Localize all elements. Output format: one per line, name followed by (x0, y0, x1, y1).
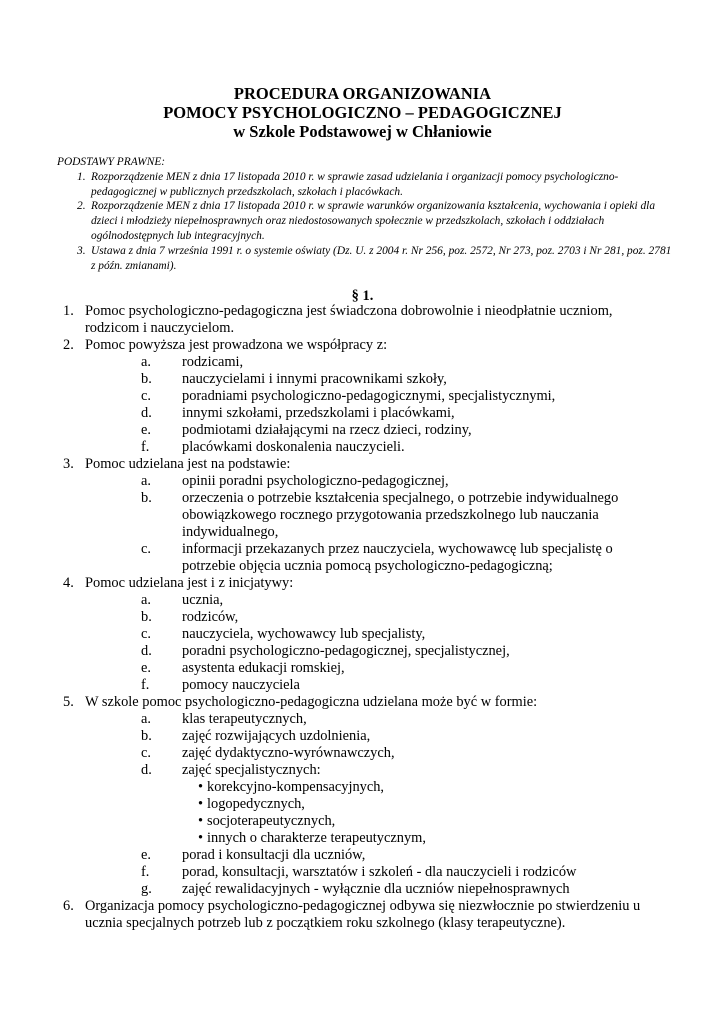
sub-item (57, 881, 667, 898)
document-title (0, 84, 725, 141)
point-number: 1. (63, 303, 74, 319)
sub-item-letter: b. (141, 728, 152, 744)
legal-item-text: Rozporządzenie MEN z dnia 17 listopada 2010 r. w sprawie zasad udzielania i organizacji pomocy psychologiczno-pedagogicznej w publicznych przedszkolach, szkołach i placówkach. (91, 170, 619, 198)
sub-item-text: zajęć rozwijających uzdolnienia, (182, 728, 371, 744)
legal-item-number: 2. (77, 200, 86, 213)
point-number: 3. (63, 456, 74, 472)
sub-item (57, 609, 667, 626)
point-5 (57, 694, 667, 711)
point-number: 4. (63, 575, 74, 591)
bullet-text: logopedycznych, (207, 796, 305, 812)
sub-item-letter: b. (141, 490, 152, 506)
legal-item-number: 1. (77, 170, 86, 183)
sub-item-letter: f. (141, 864, 150, 880)
sub-item (57, 660, 667, 677)
title-line-2: POMOCY PSYCHOLOGICZNO – PEDAGOGICZNEJ (163, 103, 562, 122)
sub-item-letter: e. (141, 660, 151, 676)
legal-basis-list (57, 170, 677, 274)
sub-item-text: rodziców, (182, 609, 239, 625)
sub-item-text: klas terapeutycznych, (182, 711, 307, 727)
bullet-item (57, 830, 667, 847)
section-heading: § 1. (351, 288, 374, 304)
sub-item-text: zajęć specjalistycznych: (182, 762, 321, 778)
bullet-icon: • (198, 830, 204, 846)
sub-item-letter: c. (141, 745, 151, 761)
sub-item-letter: a. (141, 711, 151, 727)
legal-item-number: 3. (77, 244, 86, 257)
sub-item-text: porad i konsultacji dla uczniów, (182, 847, 366, 863)
sub-item-letter: d. (141, 405, 152, 421)
legal-item-text: Rozporządzenie MEN z dnia 17 listopada 2010 r. w sprawie warunków organizowania kształcenia, wychowania i opieki dla dzieci i młodzieży niepełnosprawnych oraz niedostosowanych społecznie w przedszkolach, szkołach i oddziałach ogólnodostępnych lub integracyjnych. (91, 200, 656, 242)
sub-item-letter: c. (141, 541, 151, 557)
point-4 (57, 575, 667, 592)
sub-item-letter: a. (141, 354, 151, 370)
point-text: Pomoc powyższa jest prowadzona we współpracy z: (85, 337, 388, 353)
sub-item (57, 592, 667, 609)
sub-item-text: pomocy nauczyciela (182, 677, 300, 693)
section-body (57, 303, 667, 932)
sub-item (57, 762, 667, 779)
bullet-item (57, 796, 667, 813)
sub-item-text: zajęć rewalidacyjnych - wyłącznie dla uczniów niepełnosprawnych (182, 881, 570, 897)
bullet-icon: • (198, 779, 204, 795)
sub-item (57, 677, 667, 694)
point-number: 2. (63, 337, 74, 353)
legal-item (57, 199, 677, 243)
legal-basis-heading: PODSTAWY PRAWNE: (57, 156, 166, 168)
point-text: Pomoc udzielana jest na podstawie: (85, 456, 291, 472)
sub-item-text: ucznia, (182, 592, 224, 608)
sub-item (57, 473, 667, 490)
title-line-1: PROCEDURA ORGANIZOWANIA (233, 84, 492, 103)
sub-item (57, 745, 667, 762)
bullet-item (57, 813, 667, 830)
sub-item (57, 422, 667, 439)
point-text: W szkole pomoc psychologiczno-pedagogiczna udzielana może być w formie: (85, 694, 538, 710)
point-6 (57, 898, 667, 932)
sub-item-letter: c. (141, 626, 151, 642)
sub-item-letter: g. (141, 881, 152, 897)
sub-item-letter: e. (141, 422, 151, 438)
legal-item (57, 170, 677, 200)
point-3 (57, 456, 667, 473)
sub-item-text: poradni psychologiczno-pedagogicznej, specjalistycznej, (182, 643, 510, 659)
sub-item-text: asystenta edukacji romskiej, (182, 660, 345, 676)
sub-item-text: rodzicami, (182, 354, 244, 370)
sub-item (57, 354, 667, 371)
sub-item (57, 371, 667, 388)
point-number: 6. (63, 898, 74, 914)
sub-item-text: informacji przekazanych przez nauczyciela, wychowawcę lub specjalistę o potrzebie objęcia ucznia pomocą psychologiczno-pedagogiczną; (182, 541, 613, 574)
bullet-text: socjoterapeutycznych, (207, 813, 336, 829)
legal-basis (57, 155, 677, 273)
sub-item-text: poradniami psychologiczno-pedagogicznymi, specjalistycznymi, (182, 388, 556, 404)
sub-item-text: zajęć dydaktyczno-wyrównawczych, (182, 745, 395, 761)
sub-item (57, 711, 667, 728)
sub-item (57, 490, 667, 541)
bullet-item (57, 779, 667, 796)
bullet-text: korekcyjno-kompensacyjnych, (207, 779, 385, 795)
sub-item-letter: f. (141, 677, 150, 693)
legal-item-text: Ustawa z dnia 7 września 1991 r. o systemie oświaty (Dz. U. z 2004 r. Nr 256, poz. 2572, Nr 273, poz. 2703 i Nr 281, poz. 2781 z późn. zmianami). (91, 244, 672, 272)
sub-item-letter: d. (141, 643, 152, 659)
sub-item (57, 405, 667, 422)
point-2 (57, 337, 667, 354)
sub-item (57, 439, 667, 456)
point-number: 5. (63, 694, 74, 710)
sub-item (57, 847, 667, 864)
bullet-icon: • (198, 813, 204, 829)
sub-item-text: nauczycielami i innymi pracownikami szkoły, (182, 371, 447, 387)
bullet-icon: • (198, 796, 204, 812)
sub-item (57, 728, 667, 745)
sub-item-letter: d. (141, 762, 152, 778)
sub-item-text: innymi szkołami, przedszkolami i placówkami, (182, 405, 455, 421)
sub-item-letter: c. (141, 388, 151, 404)
sub-item-text: porad, konsultacji, warsztatów i szkoleń - dla nauczycieli i rodziców (182, 864, 577, 880)
sub-item-text: opinii poradni psychologiczno-pedagogicznej, (182, 473, 449, 489)
point-text: Pomoc psychologiczno-pedagogiczna jest świadczona dobrowolnie i nieodpłatnie uczniom, rodzicom i nauczycielom. (85, 303, 613, 336)
sub-item-text: nauczyciela, wychowawcy lub specjalisty, (182, 626, 426, 642)
point-text: Organizacja pomocy psychologiczno-pedagogicznej odbywa się niezwłocznie po stwierdzeniu u ucznia specjalnych potrzeb lub z początkiem roku szkolnego (klasy terapeutyczne). (85, 898, 641, 931)
sub-item-text: placówkami doskonalenia nauczycieli. (182, 439, 405, 455)
title-line-3: w Szkole Podstawowej w Chłaniowie (233, 122, 492, 141)
sub-item (57, 864, 667, 881)
sub-item-text: podmiotami działającymi na rzecz dzieci, rodziny, (182, 422, 472, 438)
sub-item-letter: f. (141, 439, 150, 455)
legal-item (57, 244, 677, 274)
sub-item-text: orzeczenia o potrzebie kształcenia specjalnego, o potrzebie indywidualnego obowiązkowego rocznego przygotowania przedszkolnego lub nauczania indywidualnego, (182, 490, 619, 540)
bullet-text: innych o charakterze terapeutycznym, (207, 830, 426, 846)
sub-item (57, 388, 667, 405)
point-1 (57, 303, 667, 337)
sub-item-letter: a. (141, 473, 151, 489)
sub-item-letter: a. (141, 592, 151, 608)
sub-item-letter: e. (141, 847, 151, 863)
sub-item (57, 643, 667, 660)
sub-item-letter: b. (141, 371, 152, 387)
sub-item (57, 541, 667, 575)
sub-item-letter: b. (141, 609, 152, 625)
sub-item (57, 626, 667, 643)
point-text: Pomoc udzielana jest i z inicjatywy: (85, 575, 294, 591)
